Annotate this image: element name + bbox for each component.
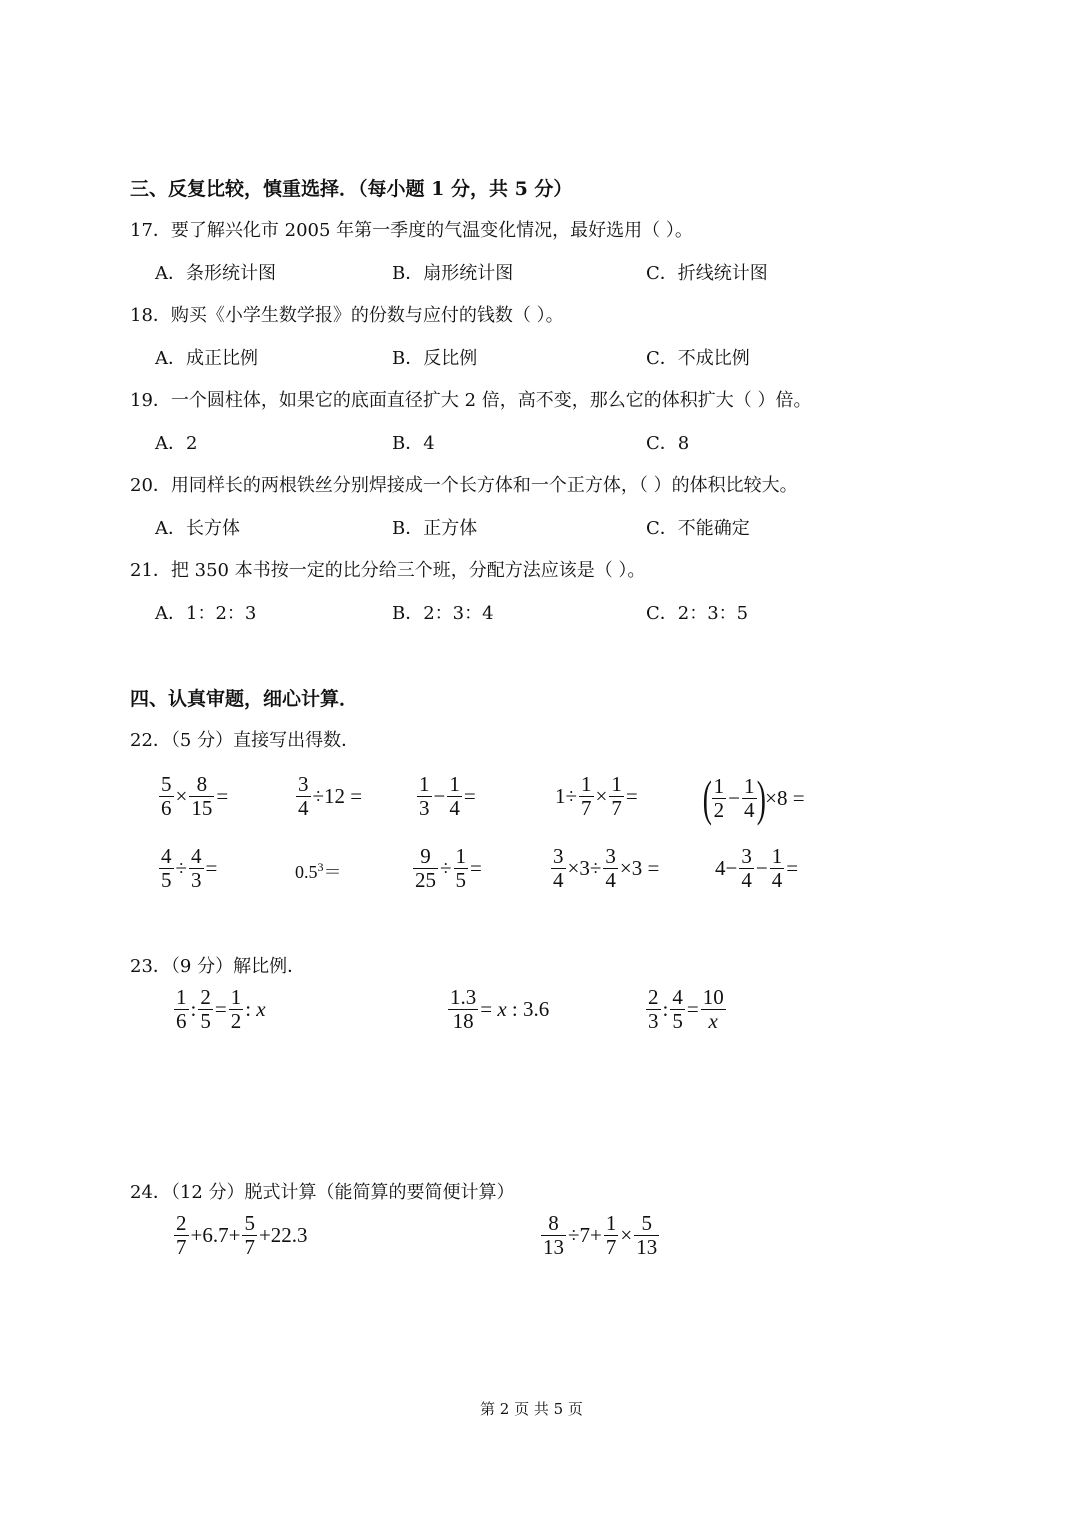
- q24-expr-2: $\frac{8}{13}$ ÷7+ $\frac{1}{7}$ × $\frac{5}{13}$: [543, 1211, 658, 1259]
- question-21: 21．把 350 本书按一定的比分给三个班，分配方法应该是（ ）。: [130, 560, 646, 581]
- q23-proportion-2: $\frac{1.3}{18}$ = x : 3.6: [450, 985, 550, 1033]
- q21-option-a: A．1：2：3: [155, 603, 257, 624]
- q17-option-b: B．扇形统计图: [392, 263, 514, 284]
- q24-expr-1: $\frac{2}{7}$ +6.7+ $\frac{5}{7}$ +22.3: [176, 1211, 308, 1259]
- q18-option-b: B．反比例: [392, 348, 478, 369]
- q17-option-c: C．折线统计图: [646, 263, 768, 284]
- question-23-title: 23．（9 分）解比例．: [130, 956, 306, 977]
- q21-option-b: B．2：3：4: [392, 603, 494, 624]
- q22-expr-8: $\frac{9}{25}$ ÷ $\frac{1}{5}$ =: [415, 844, 482, 892]
- section-4-heading: 四、认真审题，细心计算．: [130, 688, 359, 710]
- q22-expr-3: $\frac{1}{3}$ − $\frac{1}{4}$ =: [419, 772, 476, 820]
- q21-option-c: C．2：3：5: [646, 603, 749, 624]
- q19-option-c: C．8: [646, 433, 690, 454]
- q20-option-a: A．长方体: [155, 518, 240, 539]
- q22-expr-5: ( $\frac{1}{2}$ − $\frac{1}{4}$ )×8 =: [702, 770, 805, 826]
- question-22-title: 22．（5 分）直接写出得数．: [130, 730, 360, 751]
- q22-expr-4: 1÷ $\frac{1}{7}$ × $\frac{1}{7}$ =: [555, 772, 638, 820]
- q20-option-c: C．不能确定: [646, 518, 750, 539]
- q22-expr-7: $0.5^3=$: [295, 860, 342, 882]
- q18-option-a: A．成正比例: [155, 348, 258, 369]
- q22-expr-10: 4− $\frac{3}{4}$ − $\frac{1}{4}$ =: [715, 844, 799, 892]
- q22-expr-2: $\frac{3}{4}$ ÷12 =: [298, 772, 363, 820]
- q19-option-a: A．2: [155, 433, 198, 454]
- page-number: 第 2 页 共 5 页: [480, 1400, 583, 1418]
- q22-expr-1: $\frac{5}{6}$ × $\frac{8}{15}$ =: [161, 772, 229, 820]
- question-17: 17．要了解兴化市 2005 年第一季度的气温变化情况，最好选用（ ）。: [130, 220, 693, 241]
- question-24-title: 24．（12 分）脱式计算（能简算的要简便计算）: [130, 1182, 515, 1203]
- question-19: 19．一个圆柱体，如果它的底面直径扩大 2 倍，高不变，那么它的体积扩大（ ）倍。: [130, 390, 812, 411]
- q20-option-b: B．正方体: [392, 518, 478, 539]
- q22-expr-6: $\frac{4}{5}$ ÷ $\frac{4}{3}$ =: [161, 844, 218, 892]
- section-3-heading: 三、反复比较，慎重选择．（每小题 1 分，共 5 分）: [130, 178, 573, 200]
- q19-option-b: B．4: [392, 433, 435, 454]
- question-20: 20．用同样长的两根铁丝分别焊接成一个长方体和一个正方体，（ ）的体积比较大。: [130, 475, 798, 496]
- q18-option-c: C．不成比例: [646, 348, 750, 369]
- q22-expr-9: $\frac{3}{4}$ ×3÷ $\frac{3}{4}$ ×3 =: [553, 844, 660, 892]
- question-18: 18．购买《小学生数学报》的份数与应付的钱数（ ）。: [130, 305, 564, 326]
- q23-proportion-1: $\frac{1}{6}$ : $\frac{2}{5}$ = $\frac{1}{2}$ : x: [176, 985, 266, 1033]
- q17-option-a: A．条形统计图: [155, 263, 276, 284]
- q23-proportion-3: $\frac{2}{3}$ : $\frac{4}{5}$ = $\frac{10}{x}$: [648, 985, 724, 1033]
